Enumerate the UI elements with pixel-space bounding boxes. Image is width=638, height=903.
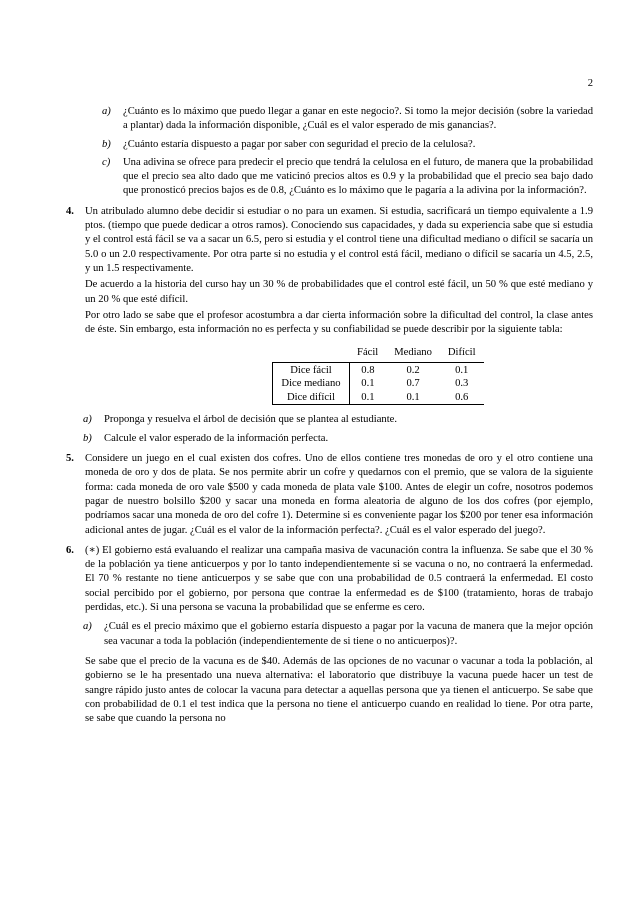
subitem-label: a): [83, 414, 92, 426]
subitem-label: a): [102, 106, 111, 117]
reliability-table-wrap: [163, 346, 593, 405]
column-header: Fácil: [349, 346, 386, 362]
reliability-table: [272, 346, 483, 405]
table-header-row: [273, 346, 484, 362]
subitem-a: [66, 620, 593, 649]
table-cell: 0.1: [455, 364, 469, 376]
subitem-text: Proponga y resuelva el árbol de decisión que se plantea al estudiante.: [104, 414, 397, 426]
problem-4-paragraph-2: De acuerdo a la historia del curso hay un 30 % de probabilidades que el control esté fácil, un 50 % que esté mediano y un 20 % que esté difícil.: [85, 279, 593, 305]
row-label: Dice fácil: [273, 362, 349, 377]
subitem-b: [85, 138, 593, 152]
problem-6: [66, 544, 593, 727]
problem-number: 4.: [66, 205, 74, 217]
subitem-text: Calcule el valor esperado de la información perfecta.: [104, 432, 329, 444]
subitem-a: [85, 105, 593, 134]
table-cell: 0.1: [386, 391, 440, 405]
problem-5-text: Considere un juego en el cual existen dos cofres. Uno de ellos contiene tres monedas de oro y el otro contiene una moneda de oro y dos de plata. Se nos permite abrir un cofre y quedarnos con el premio, que se valora de la siguiente forma: cada moneda de oro vale $500 y cada moneda de plata vale $100. Antes de elegir un cofre, nosotros podemos pagar de nuestro bolsillo $200 y sacar una moneda en forma aleatoria de alguno de los dos cofres (por ejemplo, podríamos sacar una moneda de oro del cofre 1). Determine si es conveniente pagar los $200 por tener esa información adicional antes de jugar. ¿Cuál es el valor de la información perfecta?. ¿Cuál es el valor esperado del juego?.: [85, 453, 593, 536]
table-cell: 0.1: [361, 378, 375, 390]
column-header: Difícil: [440, 346, 484, 362]
problem-4-paragraph-1: Un atribulado alumno debe decidir si estudiar o no para un examen. Si estudia, sacrificará un tiempo equivalente a 1.9 ptos. (tiempo que puede dedicar a otros ramos). Conociendo sus capacidades, y dada su experiencia sabe que si estudia y el control está fácil se va a sacar un 6.5, pero si estudia y el control tiene una dificultad mediano o difícil se sacaría un 5.0 o un 2.0 respectivamente. Por otra parte si no estudia y el control está fácil, mediano o difícil se sacaría un 4.5, 2.5, y un 1.5 respectivamente.: [85, 205, 593, 274]
table-row: [273, 391, 484, 405]
subitem-c: [85, 156, 593, 199]
table-cell: 0.8: [361, 364, 375, 376]
subitem-a: [66, 413, 593, 427]
row-label: Dice mediano: [273, 377, 349, 391]
table-row: [273, 362, 484, 377]
table-row: [273, 377, 484, 391]
table-cell: 0.2: [406, 364, 420, 376]
problem-4-paragraph-3: Por otro lado se sabe que el profesor acostumbra a dar cierta información sobre la dificultad del control, la clase antes de éste. Sin embargo, esta información no es perfecta y su confiabilidad se puede describir por la siguiente tabla:: [85, 309, 593, 336]
subitem-label: b): [102, 138, 111, 150]
problem-4: [66, 205, 593, 446]
problem-5: [66, 452, 593, 538]
problem-6-subitems: [66, 620, 593, 649]
column-header: Mediano: [386, 346, 440, 362]
subitem-b: [66, 432, 593, 446]
subitem-text: ¿Cuánto estaría dispuesto a pagar por saber con seguridad el precio de la celulosa?.: [123, 138, 476, 150]
subitem-text: Una adivina se ofrece para predecir el precio que tendrá la celulosa en el futuro, de manera que la probabilidad que el precio sea alto dado que me vaticinó precios altos es 0.9 y la probabilidad que el precio sea bajo dado que pronosticó precios bajos es de 0.8, ¿Cuánto es lo máximo que le pagaría a la adivina por la información?.: [123, 156, 593, 197]
table-corner: [273, 346, 349, 362]
subitem-text: ¿Cuál es el precio máximo que el gobierno estaría dispuesto a pagar por la vacuna de manera que la mejor opción sea vacunar a toda la población (independientemente de si tiene o no anticuerpos)?.: [104, 621, 593, 647]
subitem-label: a): [83, 621, 92, 633]
page-number: 2: [587, 78, 593, 89]
problem-number: 5.: [66, 453, 74, 465]
problem-6-paragraph-1: (∗) El gobierno está evaluando el realizar una campaña masiva de vacunación contra la influenza. Se sabe que el 30 % de la población ya tiene anticuerpos y por lo tanto independientemente si se vacuna o no, no contraerá la enfermedad. El 70 % restante no tiene anticuerpos y se sabe que con una probabilidad de 0.5 contraerá la enfermedad. El costo social percibido por el gobierno, por persona que contrae la enfermedad es de $100 (tratamiento, horas de trabajo perdidas, etc.). Si una persona se vacuna la probabilidad que se enferme es cero.: [85, 544, 593, 614]
problem-6-paragraph-2: Se sabe que el precio de la vacuna es de $40. Además de las opciones de no vacunar o vacunar a toda la población, al gobierno se le ha presentado una nueva alternativa: el laboratorio que distribuye la vacuna puede hacer un test de sangre rápido justo antes de colocar la vacuna para detectar a aquellas persona que ya tienen el anticuerpo. Se sabe que con probabilidad de 0.1 el test indica que la persona no tiene el anticuerpo cuando en realidad lo tiene. Por otra parte, se sabe que cuando la persona no: [85, 655, 593, 725]
subitem-text: ¿Cuánto es lo máximo que puedo llegar a ganar en este negocio?. Si tomo la mejor decisión (sobre la variedad a plantar) dada la información disponible, ¿Cuál es el valor esperado de mis ganancias?.: [123, 106, 593, 132]
problem-number: 6.: [66, 544, 74, 556]
problem-4-subitems: [66, 413, 593, 446]
table-cell: 0.1: [349, 391, 386, 405]
table-cell: 0.3: [455, 378, 469, 390]
table-cell: 0.6: [440, 391, 484, 405]
subitem-label: c): [102, 156, 111, 168]
table-cell: 0.7: [406, 378, 420, 390]
subitem-label: b): [83, 432, 92, 444]
row-label: Dice difícil: [273, 391, 349, 405]
page-content: [66, 105, 593, 728]
